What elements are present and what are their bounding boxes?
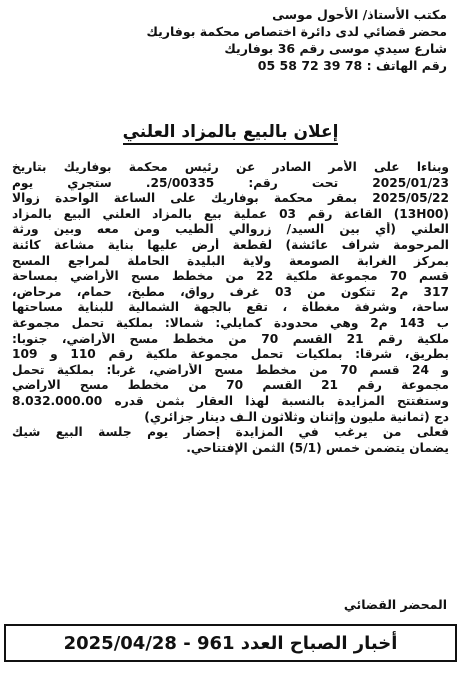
body-line: بمركز الغرابة الصومعة ولاية البليدة الحاملة لمراجع المسح [12, 253, 449, 268]
office-name: مكتب الأستاذ/ الأحول موسى [272, 7, 447, 22]
body-line: و 24 قسم 70 من مخطط مسح الأراضي، غربا: بملكية تحمل [12, 362, 449, 377]
notice-title-text: إعلان بالبيع بالمزاد العلني [123, 122, 339, 145]
signature: المحضر القضائي [343, 597, 447, 612]
bailiff-office-header [14, 6, 447, 74]
body-line: المرحومة شراف عائشة) لقطعة أرض عليها بناية مشاعة كائنة [12, 237, 449, 252]
body-line: ساحة، وشرفة مغطاة ، تقع بالجهة الشمالية للبناية مساحتها [12, 300, 449, 315]
footer-text: أخبار الصباح العدد 961 - 2025/04/28 [63, 632, 398, 654]
body-line: ب 143 م2 وهي محدودة كمايلي: شمالا: بملكية تحمل مجموعة [12, 315, 449, 330]
body-line: 2025/05/22 بمقر محكمة بوفاريك على الساعة الواحدة زوالا [12, 191, 449, 206]
body-line: 317 م2 تتكون من 03 غرف رواق، مطبخ، حمام، مرحاض، [12, 284, 449, 299]
body-line: يضمان يتضمن خمس (5/1) الثمن الإفتتاحي. [186, 440, 449, 455]
body-line: مجموعة رقم 21 القسم 70 من مخطط مسح الاراضي [12, 378, 449, 393]
body-line: (13H00) القاعة رقم 03 عملية بيع بالمزاد العلني البيع بالمزاد [12, 206, 449, 221]
body-line: قسم 70 مجموعة ملكية 22 من مخطط مسح الأراضي بمساحة [12, 269, 449, 284]
body-line: فعلى من يرغب في المزايدة إحضار يوم جلسة البيع شيك [12, 425, 449, 440]
office-phone: رقم الهاتف : 78 39 72 58 05 [257, 58, 447, 73]
notice-body [12, 160, 449, 456]
office-jurisdiction: محضر قضائي لدى دائرة اختصاص محكمة بوفاريك [146, 24, 447, 39]
body-line: وستفتتح المزايدة بالنسبة لهذا العقار بثمن قدره 8.032.000.00 [12, 393, 449, 408]
newspaper-footer [4, 624, 457, 662]
body-line: دج (ثمانية مليون وإثنان وثلاثون الـف دينار جزائري) [144, 409, 449, 424]
office-address: شارع سيدي موسى رقم 36 بوفاريك [224, 41, 447, 56]
notice-title [0, 122, 461, 142]
body-line: العلني (أي بين السيد/ زروالي الطيب ومن معه وبين ورثة [12, 222, 449, 237]
body-line: ملكية رقم 21 القسم 70 من مخطط مسح الأراضي، جنوبا: [12, 331, 449, 346]
body-line: بطريق، شرقا: بملكيات تحمل مجموعة ملكية رقم 110 و 109 [12, 347, 449, 362]
body-line: 2025/01/23 تحت رقم: 25/00335. ستجري يوم [12, 175, 449, 190]
body-line: وبناءا على الأمر الصادر عن رئيس محكمة بوفاريك بتاريخ [12, 160, 449, 174]
